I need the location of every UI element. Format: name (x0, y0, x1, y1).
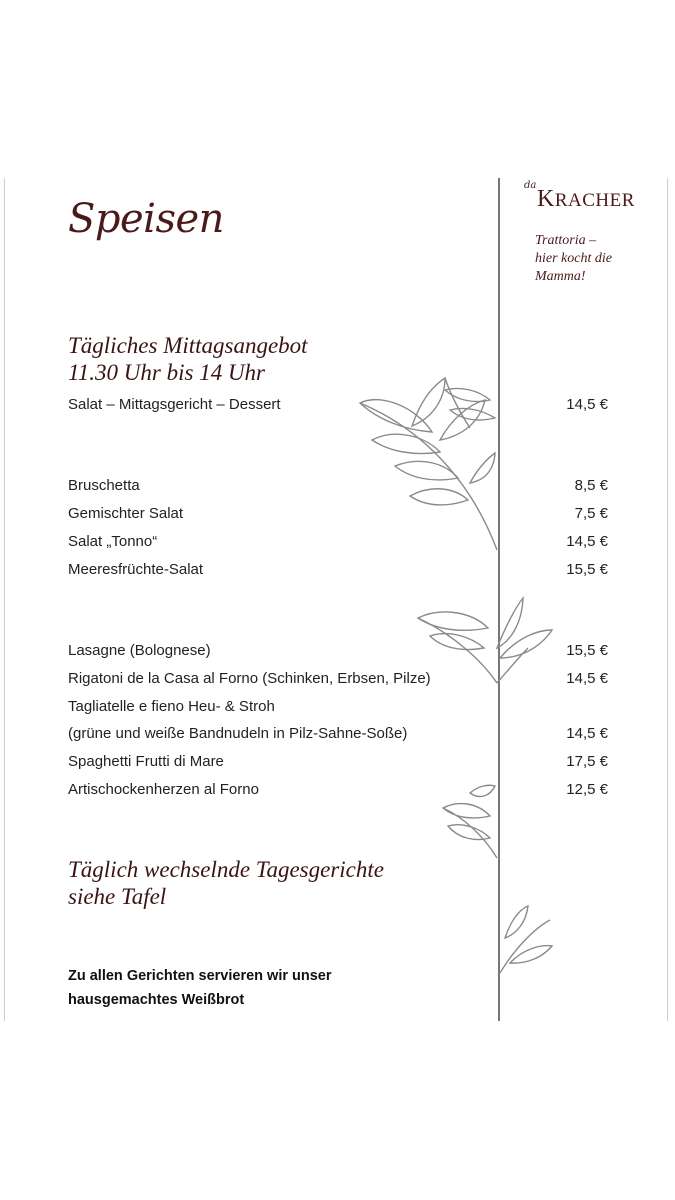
menu-item-name: Bruschetta (68, 477, 140, 494)
menu-item-name: Salat „Tonno“ (68, 533, 158, 550)
lunch-heading (68, 332, 308, 386)
menu-item (68, 640, 608, 662)
menu-item-price: 12,5 € (566, 781, 608, 798)
tagline-line: hier kocht die (535, 251, 612, 266)
brand-logo (537, 186, 635, 213)
menu-item (68, 696, 608, 718)
menu-item-name: Lasagne (Bolognese) (68, 642, 211, 659)
menu-item-name: Gemischter Salat (68, 505, 184, 522)
menu-item-name: Rigatoni de la Casa al Forno (Schinken, Erbsen, Pilze) (68, 670, 431, 687)
menu-item (68, 531, 608, 553)
menu-item-price: 14,5 € (566, 670, 608, 687)
page-title: Speisen (68, 196, 224, 242)
brand-prefix: da (524, 180, 537, 191)
menu-item-price: 15,5 € (566, 561, 608, 578)
vertical-divider (498, 178, 500, 1021)
menu-item-price: 14,5 € (566, 533, 608, 550)
menu-item (68, 394, 608, 416)
menu-item-description (68, 723, 608, 745)
brand-name: RACHER (554, 190, 635, 211)
page-edge-right (667, 178, 668, 1021)
tagline-line: Trattoria – (535, 233, 597, 248)
menu-item-name: Salat – Mittagsgericht – Dessert (68, 396, 281, 413)
lunch-heading-line: Tägliches Mittagsangebot (68, 333, 308, 358)
menu-item-price: 15,5 € (566, 642, 608, 659)
menu-item-name: Spaghetti Frutti di Mare (68, 753, 224, 770)
menu-item-name: Tagliatelle e fieno Heu- & Stroh (68, 698, 275, 715)
page-edge-left (4, 178, 5, 1021)
daily-heading-line: Täglich wechselnde Tagesgerichte (68, 857, 384, 882)
tagline (535, 232, 655, 286)
menu-item (68, 559, 608, 581)
menu-item-price: 8,5 € (574, 477, 608, 494)
menu-item-name: Artischockenherzen al Forno (68, 781, 259, 798)
menu-item-price: 14,5 € (566, 725, 608, 742)
menu-item (68, 751, 608, 773)
menu-item (68, 503, 608, 525)
menu-page (0, 178, 675, 1021)
lunch-heading-line: 11.30 Uhr bis 14 Uhr (68, 360, 266, 385)
menu-item-name: Meeresfrüchte-Salat (68, 561, 204, 578)
menu-item-price: 14,5 € (566, 396, 608, 413)
menu-item (68, 668, 608, 690)
tagline-line: Mamma! (535, 269, 586, 284)
menu-item-price: 17,5 € (566, 753, 608, 770)
bread-note-line: Zu allen Gerichten servieren wir unser (68, 968, 332, 984)
brand-initial: K (537, 186, 555, 212)
menu-item (68, 779, 608, 801)
bread-note (68, 964, 332, 1012)
bread-note-line: hausgemachtes Weißbrot (68, 992, 245, 1008)
daily-heading-line: siehe Tafel (68, 884, 167, 909)
menu-item-name: (grüne und weiße Bandnudeln in Pilz-Sahne-Soße) (68, 725, 408, 742)
menu-item (68, 475, 608, 497)
menu-item-price: 7,5 € (574, 505, 608, 522)
daily-specials-heading (68, 856, 384, 910)
